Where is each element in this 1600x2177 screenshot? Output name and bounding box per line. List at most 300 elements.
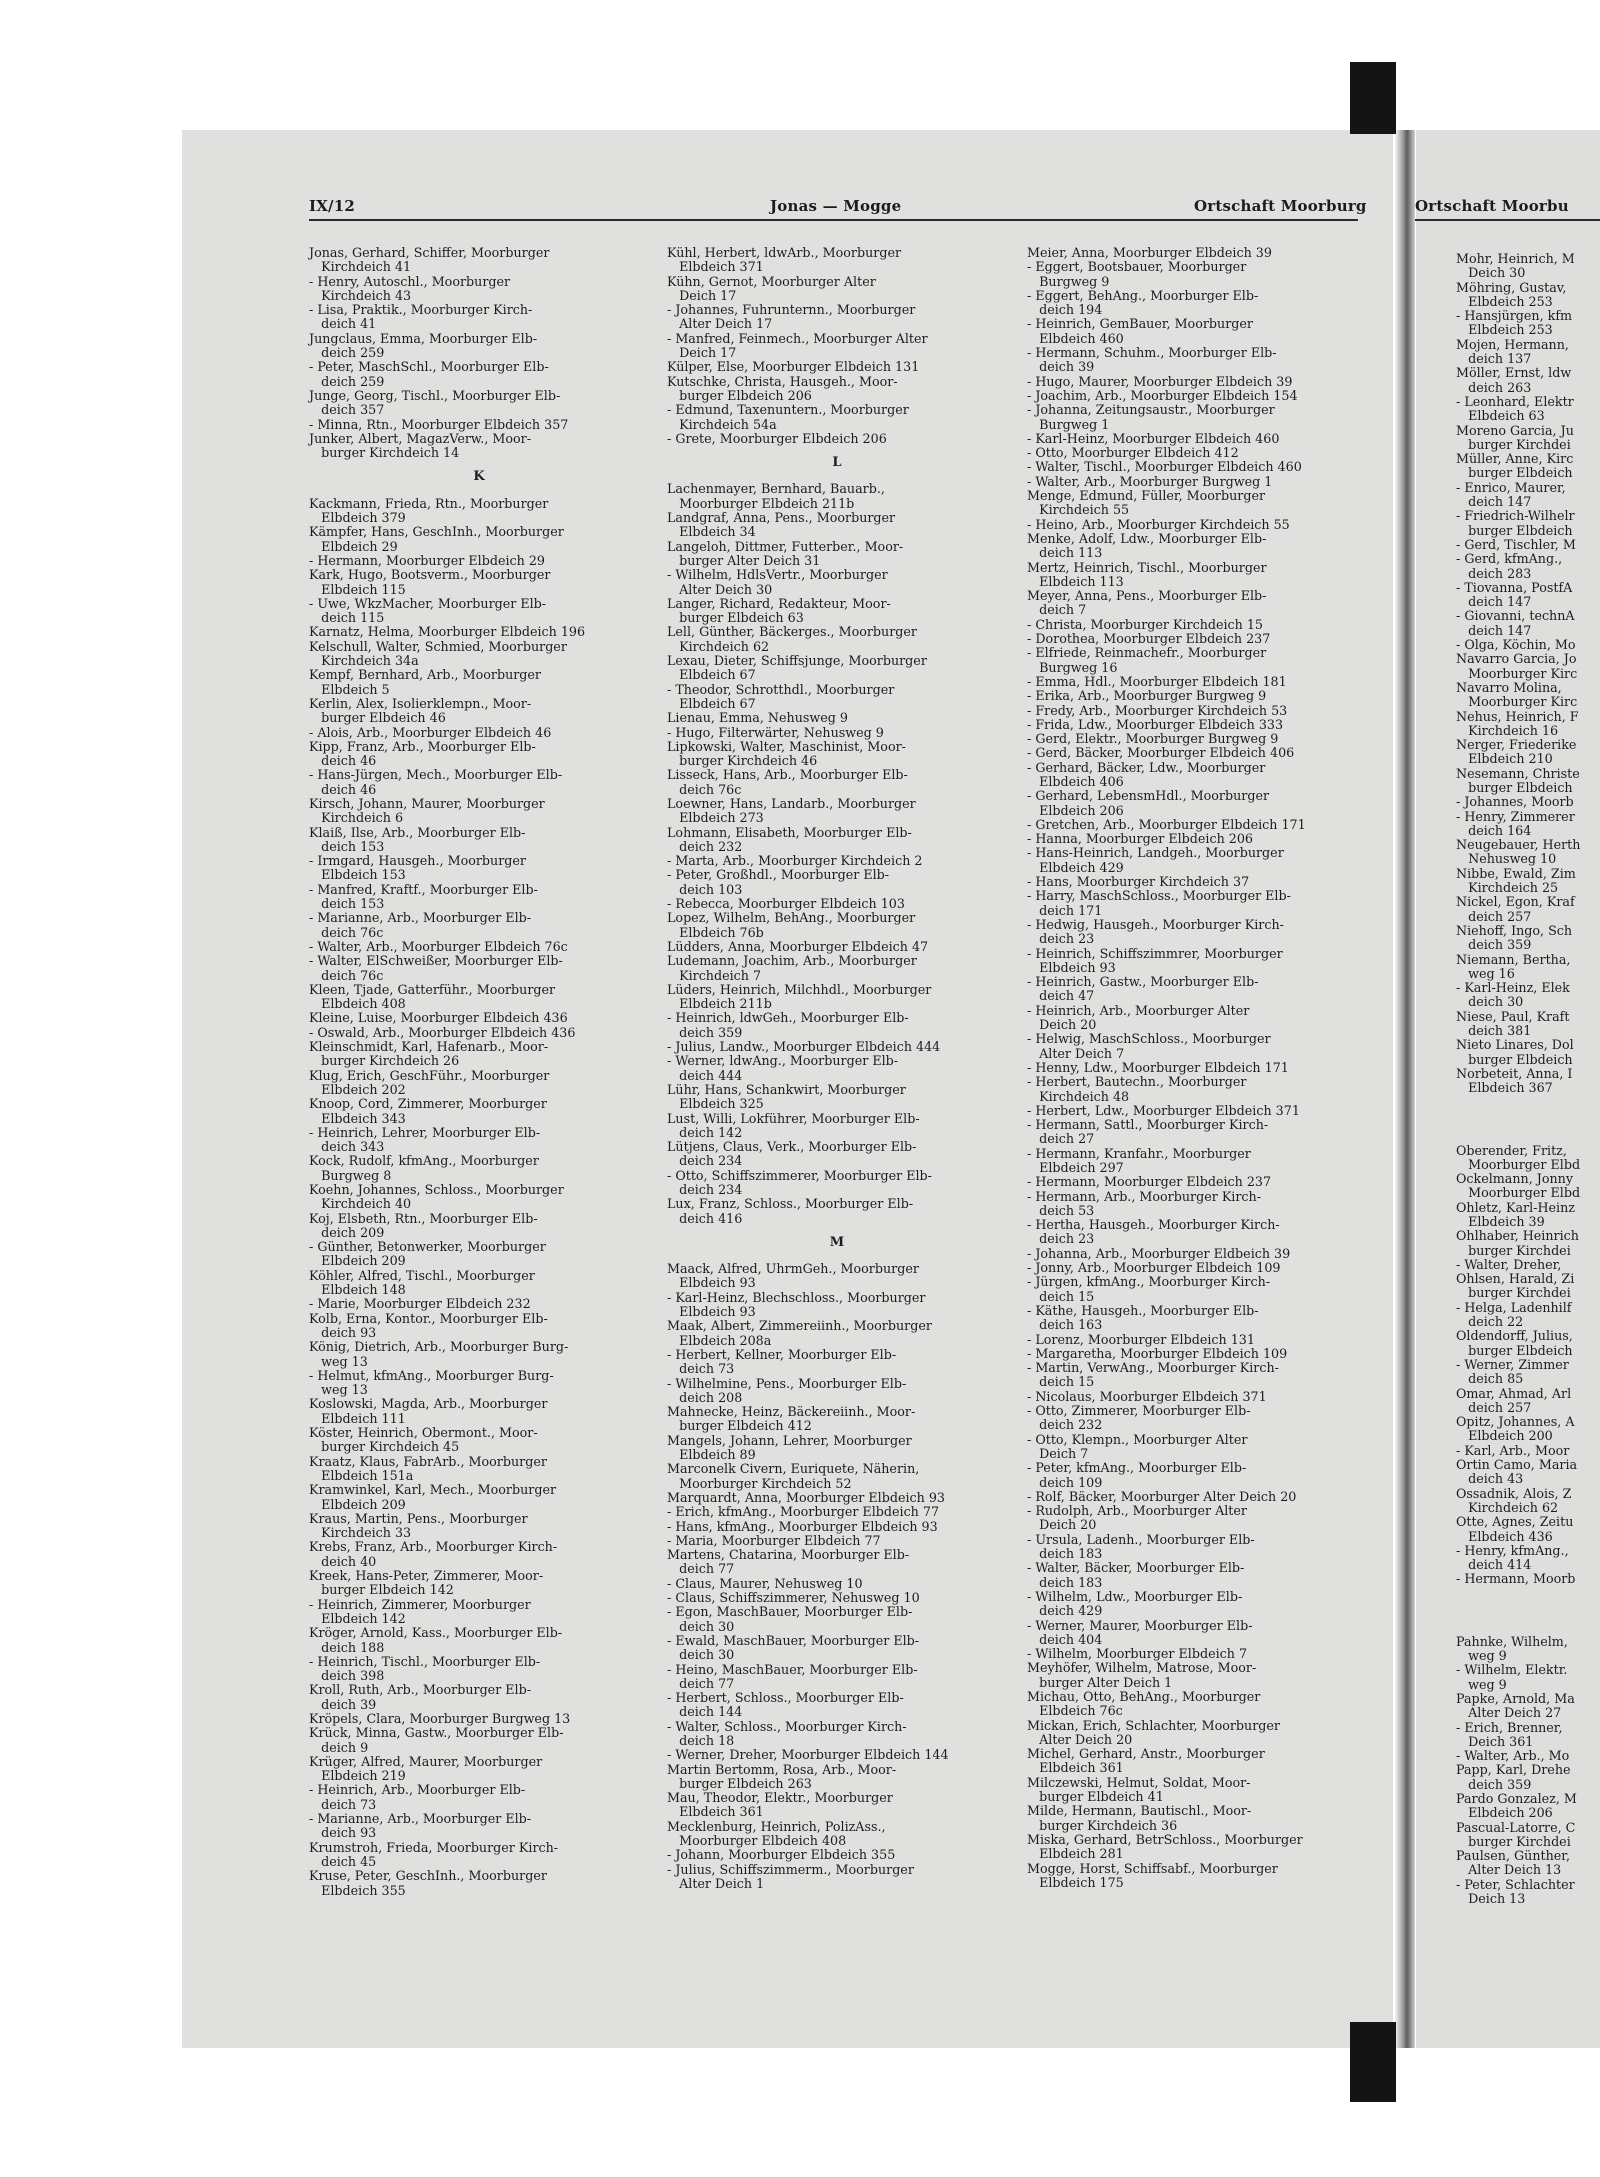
directory-line: - Theodor, Schrotthdl., Moorburger <box>667 681 895 697</box>
directory-line: Kleine, Luise, Moorburger Elbdeich 436 <box>309 1010 568 1026</box>
directory-line: König, Dietrich, Arb., Moorburger Burg- <box>309 1339 569 1355</box>
directory-line: Lisseck, Hans, Arb., Moorburger Elb- <box>667 767 908 783</box>
directory-line: Elbdeich 355 <box>309 1882 406 1898</box>
directory-line: deich 27 <box>1027 1131 1095 1147</box>
directory-line: deich 208 <box>667 1389 743 1405</box>
directory-line: - Rebecca, Moorburger Elbdeich 103 <box>667 896 905 912</box>
directory-line: Elbdeich 325 <box>667 1096 764 1112</box>
directory-line: deich 30 <box>1456 994 1524 1010</box>
directory-line: deich 115 <box>309 610 385 626</box>
directory-line: deich 18 <box>667 1732 735 1748</box>
directory-line: Moorburger Kirchdeich 52 <box>667 1475 852 1491</box>
directory-line: Pardo Gonzalez, M <box>1456 1790 1577 1806</box>
section-gap <box>1456 1619 1600 1635</box>
directory-line: - Gretchen, Arb., Moorburger Elbdeich 171 <box>1027 816 1306 832</box>
directory-line: Kirchdeich 54a <box>667 416 777 432</box>
directory-line: - Hermann, Kranfahr., Moorburger <box>1027 1145 1251 1161</box>
directory-line: Niese, Paul, Kraft <box>1456 1008 1570 1024</box>
directory-line: Karnatz, Helma, Moorburger Elbdeich 196 <box>309 624 586 640</box>
directory-line: - Käthe, Hausgeh., Moorburger Elb- <box>1027 1302 1259 1318</box>
directory-line: - Martin, VerwAng., Moorburger Kirch- <box>1027 1360 1279 1376</box>
directory-line: weg 13 <box>309 1353 368 1369</box>
directory-line: Elbdeich 34 <box>667 524 756 540</box>
column-2 <box>667 246 1007 1891</box>
directory-line: Kirchdeich 6 <box>309 810 404 826</box>
directory-line: Klug, Erich, GeschFühr., Moorburger <box>309 1067 550 1083</box>
directory-line: burger Elbdeich 63 <box>667 610 804 626</box>
directory-line: Elbdeich 361 <box>667 1804 764 1820</box>
directory-line: Navarro Molina, <box>1456 679 1566 695</box>
directory-line: Külper, Else, Moorburger Elbdeich 131 <box>667 359 920 375</box>
directory-line: Moorburger Elbd <box>1456 1185 1581 1201</box>
directory-line: - Walter, Schloss., Moorburger Kirch- <box>667 1718 907 1734</box>
section-gap <box>1456 1112 1600 1128</box>
directory-line: Martin Bertomm, Rosa, Arb., Moor- <box>667 1761 897 1777</box>
directory-line: deich 76c <box>309 924 384 940</box>
directory-line: - Günther, Betonwerker, Moorburger <box>309 1239 546 1255</box>
directory-line: deich 85 <box>1456 1371 1524 1387</box>
directory-line: - Ursula, Ladenh., Moorburger Elb- <box>1027 1531 1255 1547</box>
directory-line: deich 153 <box>309 896 385 912</box>
directory-line: Elbdeich 361 <box>1027 1760 1124 1776</box>
directory-line: - Johanna, Arb., Moorburger Eldbeich 39 <box>1027 1245 1291 1261</box>
directory-line: Meyer, Anna, Pens., Moorburger Elb- <box>1027 588 1267 604</box>
directory-line: Jungclaus, Emma, Moorburger Elb- <box>309 330 538 346</box>
directory-line: burger Alter Deich 1 <box>1027 1674 1173 1690</box>
directory-line: burger Kirchdei <box>1456 1285 1571 1301</box>
directory-line: - Walter, Dreher, <box>1456 1256 1566 1272</box>
directory-line: Kempf, Bernhard, Arb., Moorburger <box>309 667 541 683</box>
directory-line: Lohmann, Elisabeth, Moorburger Elb- <box>667 824 912 840</box>
directory-line: Moorburger Kirc <box>1456 665 1578 681</box>
directory-line: - Walter, Tischl., Moorburger Elbdeich 460 <box>1027 459 1302 475</box>
directory-line: Oberender, Fritz, <box>1456 1142 1571 1158</box>
directory-line: burger Kirchdeich 45 <box>309 1439 460 1455</box>
directory-line: - Leonhard, Elektr <box>1456 393 1574 409</box>
directory-line: Kröger, Arnold, Kass., Moorburger Elb- <box>309 1625 563 1641</box>
directory-line: Junge, Georg, Tischl., Moorburger Elb- <box>309 387 561 403</box>
directory-line: Möhring, Gustav, <box>1456 279 1571 295</box>
directory-line: - Johannes, Moorb <box>1456 794 1574 810</box>
directory-line: deich 147 <box>1456 622 1532 638</box>
directory-line: Kirchdeich 55 <box>1027 502 1130 518</box>
directory-line: - Walter, Arb., Mo <box>1456 1748 1570 1764</box>
directory-line: deich 137 <box>1456 351 1532 367</box>
directory-line: Kraatz, Klaus, FabrArb., Moorburger <box>309 1453 547 1469</box>
directory-line: deich 23 <box>1027 931 1095 947</box>
directory-line: - Peter, Schlachter <box>1456 1876 1575 1892</box>
directory-line: - Hugo, Filterwärter, Nehusweg 9 <box>667 724 884 740</box>
directory-line: Mau, Theodor, Elektr., Moorburger <box>667 1790 893 1806</box>
directory-line: deich 15 <box>1027 1288 1095 1304</box>
directory-line: - Joachim, Arb., Moorburger Elbdeich 154 <box>1027 387 1298 403</box>
directory-line: deich 444 <box>667 1067 743 1083</box>
directory-line: - Heinrich, ldwGeh., Moorburger Elb- <box>667 1010 909 1026</box>
directory-line: deich 359 <box>1456 1776 1532 1792</box>
directory-line: deich 45 <box>309 1853 377 1869</box>
directory-line: Kraus, Martin, Pens., Moorburger <box>309 1510 528 1526</box>
directory-line: - Wilhelmine, Pens., Moorburger Elb- <box>667 1375 907 1391</box>
directory-line: Alter Deich 7 <box>1027 1045 1125 1061</box>
directory-line: Kruse, Peter, GeschInh., Moorburger <box>309 1868 547 1884</box>
directory-line: burger Elbdeich 142 <box>309 1582 454 1598</box>
directory-line: deich 46 <box>309 753 377 769</box>
directory-line: Elbdeich 151a <box>309 1467 414 1483</box>
directory-line: burger Elbdeich <box>1456 465 1573 481</box>
directory-line: - Uwe, WkzMacher, Moorburger Elb- <box>309 595 547 611</box>
section-gap <box>1456 1603 1600 1619</box>
directory-line: Elbdeich 63 <box>1456 408 1545 424</box>
directory-line: Kirchdeich 25 <box>1456 880 1559 896</box>
directory-line: - Enrico, Maurer, <box>1456 479 1570 495</box>
directory-line: Loewner, Hans, Landarb., Moorburger <box>667 795 916 811</box>
directory-line: - Emma, Hdl., Moorburger Elbdeich 181 <box>1027 673 1287 689</box>
directory-line: - Hedwig, Hausgeh., Moorburger Kirch- <box>1027 916 1284 932</box>
directory-line: deich 30 <box>667 1647 735 1663</box>
directory-line: - Helwig, MaschSchloss., Moorburger <box>1027 1031 1271 1047</box>
directory-line: Kolb, Erna, Kontor., Moorburger Elb- <box>309 1310 548 1326</box>
directory-line: Mojen, Hermann, <box>1456 336 1573 352</box>
directory-line: Elbdeich 219 <box>309 1768 406 1784</box>
directory-line: Möller, Ernst, ldw <box>1456 365 1572 381</box>
directory-line: - Friedrich-Wilhelr <box>1456 508 1575 524</box>
directory-line: Nieto Linares, Dol <box>1456 1037 1574 1053</box>
page-number: IX/12 <box>309 197 356 215</box>
directory-line: Mickan, Erich, Schlachter, Moorburger <box>1027 1717 1280 1733</box>
directory-line: deich 23 <box>1027 1231 1095 1247</box>
directory-line: Kirchdeich 41 <box>309 259 412 275</box>
directory-line: Nehus, Heinrich, F <box>1456 708 1579 724</box>
directory-line: burger Kirchdeich 26 <box>309 1053 460 1069</box>
directory-line: Elbdeich 5 <box>309 681 390 697</box>
directory-line: - Heinrich, Gastw., Moorburger Elb- <box>1027 974 1259 990</box>
directory-line: - Lorenz, Moorburger Elbdeich 131 <box>1027 1331 1255 1347</box>
directory-line: Elbdeich 436 <box>1456 1528 1553 1544</box>
directory-line: Kerlin, Alex, Isolierklempn., Moor- <box>309 695 532 711</box>
directory-line: Meier, Anna, Moorburger Elbdeich 39 <box>1027 245 1272 260</box>
directory-line: Deich 30 <box>1456 265 1526 281</box>
directory-line: Lipkowski, Walter, Maschinist, Moor- <box>667 738 906 754</box>
directory-line: deich 109 <box>1027 1474 1103 1490</box>
directory-line: Elbdeich 297 <box>1027 1160 1124 1175</box>
facing-header-rule <box>1415 219 1600 221</box>
directory-line: - Helmut, kfmAng., Moorburger Burg- <box>309 1367 554 1383</box>
directory-line: - Marta, Arb., Moorburger Kirchdeich 2 <box>667 853 923 869</box>
directory-line: Kackmann, Frieda, Rtn., Moorburger <box>309 495 549 511</box>
directory-line: burger Elbdeich <box>1456 1342 1573 1358</box>
directory-line: weg 13 <box>309 1382 368 1398</box>
directory-line: - Gerd, Bäcker, Moorburger Elbdeich 406 <box>1027 745 1295 761</box>
directory-line: deich 232 <box>1027 1417 1103 1433</box>
directory-line: deich 142 <box>667 1124 743 1140</box>
directory-line: deich 398 <box>309 1668 385 1684</box>
directory-line: Elbdeich 67 <box>667 667 756 683</box>
directory-line: Elbdeich 76c <box>1027 1703 1123 1719</box>
directory-line: Kock, Rudolf, kfmAng., Moorburger <box>309 1153 539 1169</box>
directory-line: Pahnke, Wilhelm, <box>1456 1633 1572 1649</box>
directory-line: - Wilhelm, HdlsVertr., Moorburger <box>667 567 888 583</box>
directory-line: - Egon, MaschBauer, Moorburger Elb- <box>667 1604 913 1620</box>
directory-line: burger Elbdeich 46 <box>309 710 446 726</box>
directory-line: Kirchdeich 43 <box>309 287 412 303</box>
directory-line: Elbdeich 209 <box>309 1496 406 1512</box>
directory-line: Burgweg 16 <box>1027 659 1118 675</box>
directory-line: deich 263 <box>1456 379 1532 395</box>
binding-bar-bottom <box>1350 2022 1396 2102</box>
directory-line: deich 381 <box>1456 1023 1532 1039</box>
directory-line: deich 234 <box>667 1182 743 1197</box>
directory-line: Elbdeich 209 <box>309 1253 406 1269</box>
directory-line: Lienau, Emma, Nehusweg 9 <box>667 710 848 726</box>
directory-line: Elbdeich 343 <box>309 1110 406 1126</box>
directory-line: - Irmgard, Hausgeh., Moorburger <box>309 853 526 869</box>
directory-line: burger Elbdeich <box>1456 779 1573 795</box>
directory-line: - Wilhelm, Moorburger Elbdeich 7 <box>1027 1646 1248 1662</box>
directory-line: - Olga, Köchin, Mo <box>1456 637 1576 653</box>
directory-line: - Herbert, Ldw., Moorburger Elbdeich 371 <box>1027 1102 1300 1118</box>
directory-line: Papp, Karl, Drehe <box>1456 1762 1571 1778</box>
directory-line: - Marianne, Arb., Moorburger Elb- <box>309 910 532 926</box>
directory-line: Kühn, Gernot, Moorburger Alter <box>667 273 876 289</box>
directory-line: Kroll, Ruth, Arb., Moorburger Elb- <box>309 1682 532 1698</box>
directory-line: deich 93 <box>309 1825 377 1841</box>
directory-line: - Fredy, Arb., Moorburger Kirchdeich 53 <box>1027 702 1288 718</box>
directory-line: deich 47 <box>1027 988 1095 1004</box>
directory-line: Kirchdeich 62 <box>1456 1499 1559 1515</box>
directory-line: - Walter, Arb., Moorburger Burgweg 1 <box>1027 473 1273 489</box>
directory-line: deich 30 <box>667 1618 735 1634</box>
directory-line: Koslowski, Magda, Arb., Moorburger <box>309 1396 548 1412</box>
directory-line: burger Kirchdeich 36 <box>1027 1817 1178 1833</box>
section-gap <box>1456 1128 1600 1144</box>
directory-line: - Grete, Moorburger Elbdeich 206 <box>667 430 887 446</box>
directory-line: Elbdeich 206 <box>1456 1805 1553 1821</box>
directory-line: - Heino, MaschBauer, Moorburger Elb- <box>667 1661 918 1677</box>
name-range: Jonas — Mogge <box>770 197 902 215</box>
directory-line: - Hermann, Moorb <box>1456 1571 1576 1587</box>
directory-line: burger Alter Deich 31 <box>667 552 821 568</box>
directory-line: deich 164 <box>1456 822 1532 838</box>
directory-line: Müller, Anne, Kirc <box>1456 451 1574 467</box>
directory-line: Kleen, Tjade, Gatterführ., Moorburger <box>309 981 556 997</box>
directory-line: weg 9 <box>1456 1676 1507 1692</box>
directory-line: Elbdeich 273 <box>667 810 764 826</box>
directory-line: Maak, Albert, Zimmereiinh., Moorburger <box>667 1318 932 1334</box>
directory-line: Deich 20 <box>1027 1017 1097 1033</box>
directory-line: - Walter, ElSchweißer, Moorburger Elb- <box>309 953 563 969</box>
directory-line: - Henry, Autoschl., Moorburger <box>309 273 511 289</box>
directory-line: Knoop, Cord, Zimmerer, Moorburger <box>309 1096 547 1112</box>
directory-line: Lell, Günther, Bäckerges., Moorburger <box>667 624 917 640</box>
directory-line: - Hans-Jürgen, Mech., Moorburger Elb- <box>309 767 563 783</box>
directory-line: - Gerhard, Bäcker, Ldw., Moorburger <box>1027 759 1266 775</box>
directory-line: - Harry, MaschSchloss., Moorburger Elb- <box>1027 888 1291 904</box>
directory-line: Nehusweg 10 <box>1456 851 1557 867</box>
directory-line: burger Kirchdeich 46 <box>667 753 818 769</box>
directory-line: Elbdeich 253 <box>1456 322 1553 338</box>
column-3 <box>1027 246 1357 1890</box>
directory-line: Moreno Garcia, Ju <box>1456 422 1574 438</box>
directory-line: Elbdeich 113 <box>1027 573 1124 589</box>
directory-line: Otte, Agnes, Zeitu <box>1456 1514 1574 1530</box>
directory-line: Burgweg 9 <box>1027 273 1110 289</box>
directory-line: - Alois, Arb., Moorburger Elbdeich 46 <box>309 724 552 740</box>
section-letter: K <box>473 469 485 485</box>
directory-line: deich 73 <box>667 1361 735 1377</box>
directory-line: deich 73 <box>309 1796 377 1812</box>
directory-line: burger Elbdeich 41 <box>1027 1789 1164 1805</box>
directory-line: Navarro Garcia, Jo <box>1456 651 1577 667</box>
directory-line: Maack, Alfred, UhrmGeh., Moorburger <box>667 1261 919 1277</box>
directory-line: Mecklenburg, Heinrich, PolizAss., <box>667 1818 886 1834</box>
directory-line: Elbdeich 429 <box>1027 859 1124 875</box>
directory-line: deich 283 <box>1456 565 1532 581</box>
directory-line: Lachenmayer, Bernhard, Bauarb., <box>667 481 885 497</box>
directory-line: - Nicolaus, Moorburger Elbdeich 371 <box>1027 1388 1267 1404</box>
directory-line: Ohletz, Karl-Heinz <box>1456 1199 1575 1215</box>
directory-line: - Hans-Heinrich, Landgeh., Moorburger <box>1027 845 1284 861</box>
directory-line: - Edmund, Taxenuntern., Moorburger <box>667 402 909 418</box>
directory-line: deich 43 <box>1456 1471 1524 1487</box>
directory-line: deich 77 <box>667 1675 735 1691</box>
directory-line: Lüders, Heinrich, Milchhdl., Moorburger <box>667 981 932 997</box>
directory-line: burger Kirchdei <box>1456 1833 1571 1849</box>
directory-line: Nesemann, Christe <box>1456 765 1580 781</box>
directory-line: Mogge, Horst, Schiffsabf., Moorburger <box>1027 1860 1278 1876</box>
directory-line: Papke, Arnold, Ma <box>1456 1690 1575 1706</box>
directory-line: Alter Deich 1 <box>667 1875 765 1891</box>
section-letter: L <box>832 455 842 471</box>
directory-line: - Elfriede, Reinmachefr., Moorburger <box>1027 645 1267 661</box>
directory-line: - Gerd, Elektr., Moorburger Burgweg 9 <box>1027 731 1279 747</box>
directory-line: deich 234 <box>667 1153 743 1169</box>
directory-line: - Frida, Ldw., Moorburger Elbdeich 333 <box>1027 716 1284 732</box>
directory-line: - Werner, ldwAng., Moorburger Elb- <box>667 1053 899 1069</box>
directory-line: Junker, Albert, MagazVerw., Moor- <box>309 430 532 446</box>
directory-line: Ohlsen, Harald, Zi <box>1456 1271 1575 1287</box>
directory-line: - Hansjürgen, kfm <box>1456 308 1573 324</box>
directory-line: - Erich, kfmAng., Moorburger Elbdeich 77 <box>667 1504 940 1520</box>
directory-line: - Christa, Moorburger Kirchdeich 15 <box>1027 616 1264 632</box>
directory-line: - Minna, Rtn., Moorburger Elbdeich 357 <box>309 416 569 432</box>
directory-line: deich 77 <box>667 1561 735 1577</box>
directory-line: Miska, Gerhard, BetrSchloss., Moorburger <box>1027 1831 1303 1847</box>
directory-line: Elbdeich 115 <box>309 581 406 597</box>
directory-line: Marconelk Civern, Euriquete, Näherin, <box>667 1461 920 1477</box>
directory-line: Elbdeich 200 <box>1456 1428 1553 1444</box>
section-letter: M <box>829 1234 845 1250</box>
directory-line: weg 9 <box>1456 1648 1507 1664</box>
directory-line: Omar, Ahmad, Arl <box>1456 1385 1572 1401</box>
directory-line: - Karl, Arb., Moor <box>1456 1442 1570 1458</box>
directory-line: - Otto, Moorburger Elbdeich 412 <box>1027 445 1239 461</box>
directory-line: Lux, Franz, Schloss., Moorburger Elb- <box>667 1196 914 1212</box>
directory-line: deich 183 <box>1027 1546 1103 1562</box>
directory-line: deich 163 <box>1027 1317 1103 1333</box>
directory-line: Elbdeich 148 <box>309 1282 406 1298</box>
directory-line: deich 147 <box>1456 494 1532 510</box>
directory-line: Kreek, Hans-Peter, Zimmerer, Moor- <box>309 1568 544 1584</box>
directory-line: - Julius, Landw., Moorburger Elbdeich 444 <box>667 1039 941 1055</box>
directory-line: - Gerhard, LebensmHdl., Moorburger <box>1027 788 1270 804</box>
column-1 <box>309 246 649 1898</box>
directory-line: deich 53 <box>1027 1202 1095 1218</box>
directory-line: Kirchdeich 7 <box>667 967 762 983</box>
directory-line: Kirsch, Johann, Maurer, Moorburger <box>309 795 545 811</box>
directory-line: Krumstroh, Frieda, Moorburger Kirch- <box>309 1839 559 1855</box>
directory-line: Kark, Hugo, Bootsverm., Moorburger <box>309 567 551 583</box>
directory-line: - Helga, Ladenhilf <box>1456 1299 1572 1315</box>
directory-line: Alter Deich 30 <box>667 581 773 597</box>
directory-line: Landgraf, Anna, Pens., Moorburger <box>667 510 896 526</box>
directory-line: Norbeteit, Anna, I <box>1456 1065 1573 1081</box>
directory-line: deich 257 <box>1456 908 1532 924</box>
directory-line: - Hermann, Moorburger Elbdeich 237 <box>1027 1174 1272 1190</box>
directory-line: - Ewald, MaschBauer, Moorburger Elb- <box>667 1632 920 1648</box>
directory-line: deich 359 <box>667 1024 743 1040</box>
directory-line: - Tiovanna, PostfA <box>1456 579 1573 595</box>
directory-line: Krebs, Franz, Arb., Moorburger Kirch- <box>309 1539 558 1555</box>
directory-line: Elbdeich 67 <box>667 695 756 711</box>
directory-line: - Otto, Zimmerer, Moorburger Elb- <box>1027 1403 1251 1419</box>
directory-line: Burgweg 8 <box>309 1167 392 1183</box>
directory-line: Kirchdeich 48 <box>1027 1088 1130 1104</box>
directory-line: Deich 17 <box>667 345 737 361</box>
directory-line: deich 188 <box>309 1639 385 1655</box>
directory-line: Kühl, Herbert, ldwArb., Moorburger <box>667 245 902 260</box>
directory-line: deich 7 <box>1027 602 1087 618</box>
directory-line: - Herbert, Bautechn., Moorburger <box>1027 1074 1247 1090</box>
directory-line: Elbdeich 406 <box>1027 773 1124 789</box>
directory-line: Elbdeich 253 <box>1456 293 1553 309</box>
directory-line: Michau, Otto, BehAng., Moorburger <box>1027 1688 1261 1704</box>
directory-line: deich 76c <box>667 781 742 797</box>
directory-line: deich 22 <box>1456 1314 1524 1330</box>
directory-line: Moorburger Kirc <box>1456 694 1578 710</box>
directory-line: Elbdeich 142 <box>309 1610 406 1626</box>
directory-line: - Hertha, Hausgeh., Moorburger Kirch- <box>1027 1217 1280 1233</box>
directory-line: - Rolf, Bäcker, Moorburger Alter Deich 20 <box>1027 1488 1297 1504</box>
directory-line: deich 209 <box>309 1224 385 1240</box>
directory-line: Koehn, Johannes, Schloss., Moorburger <box>309 1182 564 1197</box>
directory-line: Alter Deich 27 <box>1456 1705 1562 1721</box>
directory-line: - Herbert, Schloss., Moorburger Elb- <box>667 1690 904 1706</box>
directory-line: Marquardt, Anna, Moorburger Elbdeich 93 <box>667 1489 945 1505</box>
directory-line: - Wilhelm, Ldw., Moorburger Elb- <box>1027 1588 1243 1604</box>
directory-line: Elbdeich 367 <box>1456 1080 1553 1096</box>
directory-line: deich 232 <box>667 838 743 854</box>
directory-line: Elbdeich 39 <box>1456 1214 1545 1229</box>
directory-line: Elbdeich 111 <box>309 1410 406 1426</box>
directory-line: Elbdeich 175 <box>1027 1874 1124 1890</box>
directory-line: - Heinrich, Arb., Moorburger Alter <box>1027 1002 1250 1018</box>
directory-line: Lust, Willi, Lokführer, Moorburger Elb- <box>667 1110 920 1126</box>
directory-line: - Heinrich, Schiffszimmrer, Moorburger <box>1027 945 1283 961</box>
directory-line: Ossadnik, Alois, Z <box>1456 1485 1572 1501</box>
directory-line: - Hans, kfmAng., Moorburger Elbdeich 93 <box>667 1518 938 1534</box>
directory-line: - Dorothea, Moorburger Elbdeich 237 <box>1027 631 1271 647</box>
directory-line: Kutschke, Christa, Hausgeh., Moor- <box>667 373 898 389</box>
directory-line: Nickel, Egon, Kraf <box>1456 894 1575 910</box>
directory-line: Elbdeich 210 <box>1456 751 1553 767</box>
locality-title: Ortschaft Moorburg <box>1194 197 1367 215</box>
directory-line: Elbdeich 202 <box>309 1081 406 1097</box>
directory-line: - Johann, Moorburger Elbdeich 355 <box>667 1847 896 1863</box>
directory-line: Martens, Chatarina, Moorburger Elb- <box>667 1547 910 1563</box>
section-gap <box>1456 1096 1600 1112</box>
directory-line: Klaiß, Ilse, Arb., Moorburger Elb- <box>309 824 526 840</box>
directory-line: deich 343 <box>309 1139 385 1155</box>
